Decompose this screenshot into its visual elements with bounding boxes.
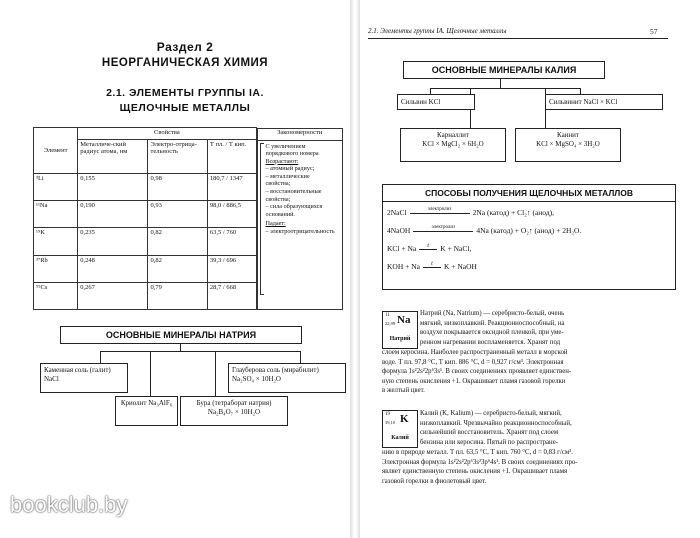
header-rule xyxy=(368,38,668,39)
method-row xyxy=(387,225,671,235)
element-mass: 39,10 xyxy=(385,420,396,425)
page-number: 57 xyxy=(650,27,658,36)
mineral-glauber: Глауберова соль (мирабилит) Na₂SO₄ × 10H₂O xyxy=(228,363,346,393)
connector xyxy=(500,78,501,88)
patterns-grows-item: – металлические свойства; xyxy=(265,172,310,188)
connector xyxy=(180,343,181,351)
alkali-metals-table xyxy=(33,127,343,309)
radius-cell: 0,155 xyxy=(78,174,148,201)
text-line: Калий (K, Kalium) — серебристо-белый, мягкий, xyxy=(420,410,562,417)
col-radius-header: Металличе-ский радиус атома, нм xyxy=(78,140,148,174)
potassium-description xyxy=(420,409,676,447)
minerals-na-title: ОСНОВНЫЕ МИНЕРАЛЫ НАТРИЯ xyxy=(60,326,302,344)
text-line: Натрий (Na, Natrium) — серебристо-белый, очень xyxy=(420,310,565,317)
method-arrow: электролиз xyxy=(410,207,470,214)
element-name: Натрий xyxy=(389,336,411,342)
text-line: формула 1s²2s²2p⁶3s¹. В своих соединениях проявляет единствен- xyxy=(382,368,572,376)
temps-cell: 28,7 / 668 xyxy=(207,282,256,309)
chapter-subtitle: ЩЕЛОЧНЫЕ МЕТАЛЛЫ xyxy=(119,102,251,114)
text-line: сильнейший восстановитель. Хранят под слоем xyxy=(420,429,559,437)
watermark: bookclub.by xyxy=(10,492,128,517)
col-element-header: Элемент xyxy=(34,128,78,174)
connector xyxy=(100,351,300,352)
method-right: K + NaOH xyxy=(443,262,477,271)
element-cell: ³⁷Rb xyxy=(34,255,78,282)
element-cell: ³Li xyxy=(34,174,78,201)
text-line: мягкий, низкоплавкий. Реакционноспособный, на xyxy=(420,319,565,327)
methods-box xyxy=(382,184,676,290)
element-symbol: K xyxy=(400,413,409,425)
kainite-formula: KCl × MgSO₄ × 3H₂O xyxy=(536,140,600,148)
col-temps-header: Т пл. / Т кип. xyxy=(207,140,256,174)
text-line: газовой горелки в фиолетовый цвет. xyxy=(382,477,487,485)
element-symbol: Na xyxy=(397,314,411,326)
text-line: воде. Т пл. 97,8 °С, Т кип. 886 °С, d = 0,927 г/см³. Электронная xyxy=(382,358,564,366)
mineral-kainite xyxy=(515,128,621,162)
element-cell: ¹⁹K xyxy=(34,228,78,255)
text-line: слоем керосина. Наиболее распространенный металл в морской xyxy=(382,349,568,356)
connector xyxy=(215,351,216,396)
method-right: 4Na (катод) + O₂↑ (анод) + 2H₂O. xyxy=(476,226,582,235)
text-line: нию в природе металл. Т пл. 63,5 °С, Т кип. 760 °С, d = 0,83 г/см³. xyxy=(382,449,573,456)
carnallite-name: Карналлит xyxy=(437,131,469,139)
patterns-falls-item: – электроотрицательность xyxy=(265,228,335,236)
patterns-grows-label: Возрастают: xyxy=(265,157,299,165)
text-line: ренном нагревании воспламеняется. Хранят под xyxy=(420,338,561,346)
connector xyxy=(150,351,151,396)
method-row xyxy=(387,207,671,217)
temps-cell: 63,5 / 760 xyxy=(207,228,256,255)
radius-cell: 0,248 xyxy=(78,255,148,282)
electroneg-cell: 0,79 xyxy=(148,282,207,309)
method-row xyxy=(387,261,671,271)
radius-cell: 0,267 xyxy=(78,282,148,309)
section-subtitle: НЕОРГАНИЧЕСКАЯ ХИМИЯ xyxy=(101,57,269,69)
text-line: низкоплавкий. Чрезвычайно реакционноспособный, xyxy=(420,419,572,427)
kainite-name: Каинит xyxy=(557,131,579,139)
method-arrow: t xyxy=(423,261,441,268)
element-number: 11 xyxy=(385,313,390,318)
element-cell: ¹¹Na xyxy=(34,201,78,228)
method-arrow: электролиз xyxy=(413,225,473,232)
temps-cell: 180,7 / 1347 xyxy=(207,174,256,201)
running-head: 2.1. Элементы группы IA. Щелочные металлы xyxy=(368,27,507,35)
mineral-halite: Каменная соль (галит) NaCl xyxy=(40,363,128,393)
method-left: KOH + Na xyxy=(387,262,420,271)
patterns-grows-item: – сила образующихся оснований. xyxy=(265,203,323,218)
mineral-sylvinite: Сильвинит NaCl × KCl xyxy=(545,94,663,110)
method-right: 2Na (катод) + Cl₂↑ (анод), xyxy=(472,208,555,217)
potassium-description-cont xyxy=(382,448,676,486)
connector xyxy=(100,351,101,363)
mineral-carnallite xyxy=(400,128,506,162)
patterns-cell xyxy=(256,128,343,310)
mineral-cryolite: Криолит Na₃AlF₆ xyxy=(115,396,178,426)
patterns-intro: С увеличением порядкового номера xyxy=(265,142,319,158)
patterns-header: Закономерности xyxy=(258,129,343,141)
text-line: являет единственную степень окисления +1. Окрашивает пламя xyxy=(382,468,568,476)
text-line: ную степень окисления +1. Окрашивает пламя газовой горелки xyxy=(382,377,566,385)
book-fold xyxy=(350,0,360,538)
properties-header: Свойства xyxy=(78,128,256,140)
patterns-falls-label: Падает: xyxy=(265,220,286,228)
temps-cell: 39,3 / 696 xyxy=(207,255,256,282)
chapter-title: 2.1. ЭЛЕМЕНТЫ ГРУППЫ IA. xyxy=(106,87,264,99)
sodium-description-cont xyxy=(382,348,676,396)
patterns-bracket xyxy=(260,143,264,295)
electroneg-cell: 0,82 xyxy=(148,228,207,255)
section-title: Раздел 2 xyxy=(156,40,214,54)
text-line: бензина или керосина. Пятый по распростране- xyxy=(420,438,558,446)
element-mass: 22,99 xyxy=(385,321,396,326)
electroneg-cell: 0,93 xyxy=(148,201,207,228)
sodium-element-card xyxy=(382,311,418,349)
method-row xyxy=(387,243,671,253)
radius-cell: 0,190 xyxy=(78,201,148,228)
mineral-borax: Бура (тетраборат натрия) Na₂B₄O₇ × 10H₂O xyxy=(180,396,288,426)
patterns-grows-item: – атомный радиус; xyxy=(265,165,315,173)
minerals-k-title: ОСНОВНЫЕ МИНЕРАЛЫ КАЛИЯ xyxy=(403,61,605,79)
electroneg-cell: 0,98 xyxy=(148,174,207,201)
temps-cell: 98,0 / 886,5 xyxy=(207,201,256,228)
method-left: 4NaOH xyxy=(387,226,411,235)
text-line: Электронная формула 1s²2s²2p⁶3s²3p⁶4s¹. В своих соединениях про- xyxy=(382,458,578,466)
radius-cell: 0,235 xyxy=(78,228,148,255)
potassium-element-card xyxy=(382,410,418,448)
method-left: 2NaCl xyxy=(387,208,407,217)
sodium-description xyxy=(420,309,676,347)
element-cell: ⁵⁵Cs xyxy=(34,282,78,309)
method-left: KCl + Na xyxy=(387,244,417,253)
text-line: в желтый цвет. xyxy=(382,387,425,395)
col-electroneg-header: Электро-отрица-тельность xyxy=(148,140,207,174)
patterns-grows-item: – восстановительные свойства; xyxy=(265,188,322,203)
method-right: K + NaCl, xyxy=(440,244,472,253)
method-arrow: t xyxy=(419,243,437,250)
element-name: Калий xyxy=(391,435,409,441)
methods-title: СПОСОБЫ ПОЛУЧЕНИЯ ЩЕЛОЧНЫХ МЕТАЛЛОВ xyxy=(383,185,675,202)
element-number: 19 xyxy=(385,412,390,417)
carnallite-formula: KCl × MgCl₂ × 6H₂O xyxy=(422,140,484,148)
mineral-sylvine: Сильвин KCl xyxy=(397,94,475,110)
electroneg-cell: 0,82 xyxy=(148,255,207,282)
connector xyxy=(300,351,301,363)
connector xyxy=(430,88,580,89)
text-line: воздухе покрывается оксидной пленкой, при уме- xyxy=(420,329,564,337)
